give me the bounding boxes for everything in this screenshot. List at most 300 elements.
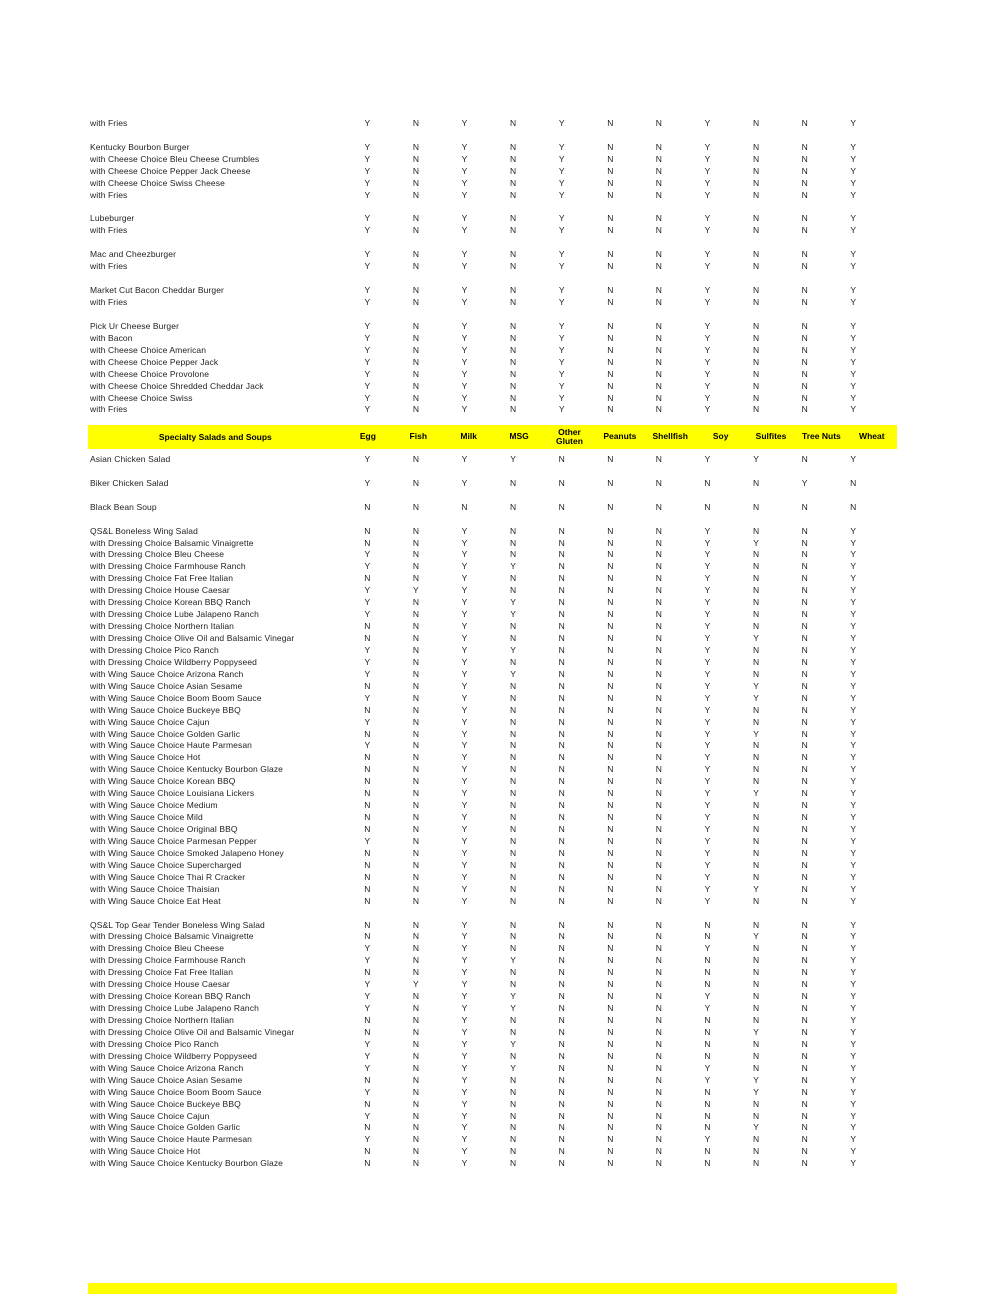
- allergen-egg-value: N: [364, 1074, 371, 1085]
- allergen-milk-value: Y: [461, 692, 468, 703]
- allergen-soy-value: Y: [704, 597, 711, 608]
- allergen-wheat-value: Y: [850, 835, 857, 846]
- menu-item-row: [88, 1133, 900, 1145]
- allergen-other-gluten-value: N: [558, 931, 565, 942]
- allergen-wheat-value: Y: [850, 656, 857, 667]
- allergen-egg-value: Y: [364, 1110, 371, 1121]
- menu-item-label: with Wing Sauce Choice Kentucky Bourbon Glaze: [90, 764, 284, 775]
- allergen-egg-value: N: [364, 788, 371, 799]
- menu-item-row: [88, 823, 900, 835]
- allergen-egg-value: Y: [364, 368, 371, 379]
- menu-item-row: [88, 224, 900, 236]
- allergen-tree-nuts-value: N: [801, 704, 808, 715]
- menu-item-label: QS&L Top Gear Tender Boneless Wing Salad: [90, 919, 265, 930]
- allergen-soy-value: N: [704, 501, 711, 512]
- menu-item-row: [88, 883, 900, 895]
- allergen-fish-value: N: [412, 776, 419, 787]
- spacer-row: [88, 513, 900, 525]
- allergen-tree-nuts-value: N: [801, 1146, 808, 1157]
- allergen-soy-value: Y: [704, 704, 711, 715]
- allergen-tree-nuts-value: N: [801, 585, 808, 596]
- allergen-egg-value: Y: [364, 380, 371, 391]
- allergen-sulfites-value: N: [752, 297, 760, 308]
- allergen-egg-value: Y: [364, 1003, 371, 1014]
- menu-item-label: with Wing Sauce Choice Haute Parmesan: [90, 740, 252, 751]
- allergen-milk-value: Y: [461, 549, 468, 560]
- allergen-peanuts-value: N: [607, 609, 614, 620]
- allergen-tree-nuts-value: N: [801, 549, 808, 560]
- allergen-shellfish-value: N: [655, 800, 662, 811]
- allergen-egg-value: Y: [364, 453, 371, 464]
- allergen-shellfish-value: N: [655, 847, 662, 858]
- allergen-sulfites-value: Y: [753, 1086, 759, 1097]
- allergen-other-gluten-value: Y: [558, 392, 565, 403]
- allergen-soy-value: Y: [704, 812, 711, 823]
- allergen-other-gluten-value: Y: [558, 344, 565, 355]
- allergen-wheat-value: Y: [850, 1003, 857, 1014]
- allergen-msg-value: N: [510, 835, 517, 846]
- allergen-egg-value: N: [364, 704, 371, 715]
- allergen-sulfites-value: Y: [753, 883, 759, 894]
- allergen-wheat-value: Y: [850, 692, 857, 703]
- allergen-egg-value: N: [364, 1158, 371, 1169]
- menu-item-label: with Wing Sauce Choice Golden Garlic: [90, 1122, 241, 1133]
- menu-item-row: [88, 1157, 900, 1169]
- allergen-shellfish-value: N: [655, 1158, 662, 1169]
- allergen-fish-value: N: [412, 525, 419, 536]
- allergen-peanuts-value: N: [607, 392, 614, 403]
- allergen-milk-value: Y: [461, 633, 468, 644]
- allergen-fish-value: N: [412, 919, 419, 930]
- allergen-tree-nuts-value: N: [801, 979, 808, 990]
- allergen-other-gluten-value: N: [558, 1122, 565, 1133]
- menu-item-label: with Cheese Choice American: [90, 344, 207, 355]
- allergen-msg-value: N: [510, 871, 517, 882]
- allergen-sulfites-value: N: [752, 871, 760, 882]
- allergen-tree-nuts-value: N: [801, 404, 808, 415]
- allergen-sulfites-value: N: [752, 704, 760, 715]
- allergen-shellfish-value: N: [655, 752, 662, 763]
- allergen-fish-value: N: [412, 501, 419, 512]
- menu-item-row: [88, 1086, 900, 1098]
- allergen-milk-value: Y: [461, 931, 468, 942]
- allergen-milk-value: Y: [461, 979, 468, 990]
- allergen-peanuts-value: N: [607, 561, 614, 572]
- allergen-sulfites-value: N: [752, 776, 760, 787]
- allergen-msg-value: N: [510, 165, 517, 176]
- allergen-shellfish-value: N: [655, 501, 662, 512]
- allergen-other-gluten-value: N: [558, 955, 565, 966]
- allergen-egg-value: Y: [364, 692, 371, 703]
- allergen-shellfish-value: N: [655, 1146, 662, 1157]
- allergen-other-gluten-value: Y: [558, 141, 565, 152]
- allergen-sulfites-value: Y: [753, 453, 759, 464]
- allergen-sulfites-value: N: [752, 332, 760, 343]
- allergen-peanuts-value: N: [607, 297, 614, 308]
- allergen-egg-value: Y: [364, 644, 371, 655]
- allergen-milk-value: Y: [461, 776, 468, 787]
- allergen-egg-value: Y: [364, 117, 371, 128]
- allergen-soy-value: Y: [704, 117, 711, 128]
- allergen-sulfites-value: N: [752, 835, 760, 846]
- allergen-milk-value: Y: [461, 117, 468, 128]
- allergen-tree-nuts-value: N: [801, 344, 808, 355]
- allergen-msg-value: N: [510, 1158, 517, 1169]
- column-header-msg: MSG: [509, 431, 529, 442]
- allergen-tree-nuts-value: N: [801, 501, 808, 512]
- menu-item-label: with Dressing Choice Balsamic Vinaigrette: [90, 537, 254, 548]
- allergen-egg-value: N: [364, 728, 371, 739]
- menu-item-row: [88, 549, 900, 561]
- menu-item-row: [88, 392, 900, 404]
- allergen-soy-value: N: [704, 931, 711, 942]
- allergen-peanuts-value: N: [607, 728, 614, 739]
- allergen-wheat-value: Y: [850, 1074, 857, 1085]
- allergen-egg-value: Y: [364, 249, 371, 260]
- allergen-soy-value: N: [704, 1026, 711, 1037]
- allergen-milk-value: Y: [461, 332, 468, 343]
- allergen-shellfish-value: N: [655, 1050, 662, 1061]
- allergen-fish-value: N: [412, 1003, 419, 1014]
- allergen-peanuts-value: N: [607, 501, 614, 512]
- allergen-msg-value: Y: [510, 561, 516, 572]
- allergen-other-gluten-value: Y: [558, 189, 565, 200]
- allergen-soy-value: Y: [704, 1062, 711, 1073]
- allergen-msg-value: N: [510, 368, 517, 379]
- allergen-milk-value: Y: [461, 812, 468, 823]
- allergen-tree-nuts-value: N: [801, 525, 808, 536]
- allergen-sulfites-value: N: [752, 764, 760, 775]
- allergen-soy-value: Y: [704, 165, 711, 176]
- allergen-sulfites-value: N: [752, 525, 760, 536]
- allergen-wheat-value: Y: [850, 404, 857, 415]
- allergen-wheat-value: Y: [850, 573, 857, 584]
- allergen-milk-value: Y: [461, 297, 468, 308]
- allergen-wheat-value: Y: [850, 320, 857, 331]
- allergen-fish-value: N: [412, 680, 419, 691]
- allergen-fish-value: N: [412, 692, 419, 703]
- menu-item-label: with Dressing Choice Korean BBQ Ranch: [90, 991, 251, 1002]
- allergen-msg-value: N: [510, 895, 517, 906]
- allergen-other-gluten-value: N: [558, 692, 565, 703]
- allergen-tree-nuts-value: N: [801, 740, 808, 751]
- allergen-shellfish-value: N: [655, 165, 662, 176]
- allergen-sulfites-value: N: [752, 1038, 760, 1049]
- menu-item-row: [88, 1110, 900, 1122]
- allergen-shellfish-value: N: [655, 1026, 662, 1037]
- menu-item-row: [88, 656, 900, 668]
- allergen-soy-value: N: [704, 1086, 711, 1097]
- allergen-peanuts-value: N: [607, 404, 614, 415]
- allergen-msg-value: N: [510, 404, 517, 415]
- allergen-wheat-value: Y: [850, 356, 857, 367]
- allergen-sulfites-value: N: [752, 549, 760, 560]
- allergen-milk-value: Y: [461, 728, 468, 739]
- allergen-tree-nuts-value: Y: [801, 477, 808, 488]
- allergen-soy-value: Y: [704, 153, 711, 164]
- allergen-sulfites-value: N: [752, 249, 760, 260]
- allergen-soy-value: Y: [704, 356, 711, 367]
- menu-item-label: with Wing Sauce Choice Kentucky Bourbon Glaze: [90, 1158, 284, 1169]
- allergen-msg-value: N: [510, 392, 517, 403]
- allergen-sulfites-value: N: [752, 1098, 760, 1109]
- allergen-wheat-value: Y: [850, 621, 857, 632]
- allergen-sulfites-value: N: [752, 740, 760, 751]
- allergen-sulfites-value: N: [752, 895, 760, 906]
- allergen-shellfish-value: N: [655, 213, 662, 224]
- allergen-wheat-value: Y: [850, 991, 857, 1002]
- allergen-other-gluten-value: Y: [558, 213, 565, 224]
- allergen-soy-value: N: [704, 1098, 711, 1109]
- allergen-tree-nuts-value: N: [801, 955, 808, 966]
- menu-item-label: with Dressing Choice Pico Ranch: [90, 644, 219, 655]
- allergen-egg-value: Y: [364, 165, 371, 176]
- allergen-sulfites-value: N: [752, 967, 760, 978]
- allergen-other-gluten-value: N: [558, 525, 565, 536]
- allergen-wheat-value: Y: [850, 609, 857, 620]
- allergen-soy-value: Y: [704, 549, 711, 560]
- allergen-peanuts-value: N: [607, 549, 614, 560]
- allergen-soy-value: Y: [704, 261, 711, 272]
- allergen-fish-value: Y: [413, 585, 419, 596]
- allergen-shellfish-value: N: [655, 1134, 662, 1145]
- allergen-wheat-value: Y: [850, 883, 857, 894]
- allergen-soy-value: Y: [704, 668, 711, 679]
- menu-item-label: with Wing Sauce Choice Thaisian: [90, 883, 220, 894]
- allergen-egg-value: N: [364, 931, 371, 942]
- allergen-sulfites-value: N: [752, 1050, 760, 1061]
- menu-item-row: [88, 1098, 900, 1110]
- allergen-shellfish-value: N: [655, 859, 662, 870]
- allergen-fish-value: Y: [413, 979, 419, 990]
- allergen-egg-value: Y: [364, 225, 371, 236]
- allergen-soy-value: Y: [704, 633, 711, 644]
- allergen-soy-value: Y: [704, 249, 711, 260]
- allergen-milk-value: Y: [461, 668, 468, 679]
- menu-item-label: Kentucky Bourbon Burger: [90, 141, 190, 152]
- allergen-milk-value: Y: [461, 752, 468, 763]
- allergen-peanuts-value: N: [607, 153, 614, 164]
- menu-item-row: [88, 895, 900, 907]
- menu-item-row: [88, 931, 900, 943]
- allergen-fish-value: N: [412, 1038, 419, 1049]
- allergen-fish-value: N: [412, 1158, 419, 1169]
- allergen-egg-value: N: [364, 883, 371, 894]
- allergen-milk-value: Y: [461, 991, 468, 1002]
- allergen-shellfish-value: N: [655, 991, 662, 1002]
- allergen-fish-value: N: [412, 453, 419, 464]
- allergen-tree-nuts-value: N: [801, 249, 808, 260]
- menu-item-row: [88, 1062, 900, 1074]
- allergen-egg-value: Y: [364, 392, 371, 403]
- allergen-tree-nuts-value: N: [801, 633, 808, 644]
- allergen-soy-value: Y: [704, 716, 711, 727]
- allergen-sulfites-value: N: [752, 824, 760, 835]
- allergen-fish-value: N: [412, 609, 419, 620]
- allergen-msg-value: N: [510, 525, 517, 536]
- menu-item-label: with Dressing Choice Northern Italian: [90, 1015, 235, 1026]
- spacer-row: [88, 465, 900, 477]
- allergen-tree-nuts-value: N: [801, 1122, 808, 1133]
- allergen-wheat-value: Y: [850, 871, 857, 882]
- allergen-fish-value: N: [412, 261, 419, 272]
- allergen-wheat-value: Y: [850, 213, 857, 224]
- menu-item-label: with Wing Sauce Choice Buckeye BBQ: [90, 704, 241, 715]
- allergen-sulfites-value: N: [752, 644, 760, 655]
- allergen-egg-value: Y: [364, 991, 371, 1002]
- menu-item-label: with Wing Sauce Choice Eat Heat: [90, 895, 221, 906]
- allergen-tree-nuts-value: N: [801, 609, 808, 620]
- allergen-other-gluten-value: N: [558, 740, 565, 751]
- allergen-fish-value: N: [412, 788, 419, 799]
- allergen-soy-value: Y: [704, 332, 711, 343]
- column-header-wheat: Wheat: [859, 431, 885, 442]
- allergen-msg-value: N: [510, 1122, 517, 1133]
- allergen-peanuts-value: N: [607, 752, 614, 763]
- allergen-fish-value: N: [412, 895, 419, 906]
- menu-item-row: [88, 1038, 900, 1050]
- allergen-fish-value: N: [412, 1086, 419, 1097]
- allergen-other-gluten-value: N: [558, 1134, 565, 1145]
- allergen-milk-value: Y: [461, 883, 468, 894]
- allergen-egg-value: N: [364, 1146, 371, 1157]
- allergen-soy-value: N: [704, 1122, 711, 1133]
- allergen-wheat-value: Y: [850, 285, 857, 296]
- allergen-wheat-value: Y: [850, 453, 857, 464]
- menu-item-row: [88, 572, 900, 584]
- allergen-other-gluten-value: Y: [558, 249, 565, 260]
- allergen-other-gluten-value: N: [558, 895, 565, 906]
- allergen-tree-nuts-value: N: [801, 332, 808, 343]
- allergen-wheat-value: Y: [850, 716, 857, 727]
- allergen-tree-nuts-value: N: [801, 285, 808, 296]
- allergen-other-gluten-value: N: [558, 788, 565, 799]
- allergen-milk-value: Y: [461, 919, 468, 930]
- allergen-other-gluten-value: Y: [558, 380, 565, 391]
- menu-item-row: [88, 763, 900, 775]
- allergen-sulfites-value: N: [752, 1158, 760, 1169]
- allergen-shellfish-value: N: [655, 1086, 662, 1097]
- menu-item-row: [88, 787, 900, 799]
- allergen-fish-value: N: [412, 153, 419, 164]
- menu-item-label: with Wing Sauce Choice Parmesan Pepper: [90, 835, 257, 846]
- allergen-other-gluten-value: N: [558, 847, 565, 858]
- allergen-sulfites-value: N: [752, 368, 760, 379]
- allergen-wheat-value: Y: [850, 368, 857, 379]
- allergen-other-gluten-value: N: [558, 1110, 565, 1121]
- menu-item-row: [88, 871, 900, 883]
- allergen-sulfites-value: Y: [753, 692, 759, 703]
- allergen-msg-value: N: [510, 788, 517, 799]
- allergen-shellfish-value: N: [655, 1110, 662, 1121]
- allergen-peanuts-value: N: [607, 320, 614, 331]
- allergen-msg-value: N: [510, 117, 517, 128]
- menu-item-row: [88, 177, 900, 189]
- allergen-peanuts-value: N: [607, 633, 614, 644]
- allergen-wheat-value: Y: [850, 1026, 857, 1037]
- allergen-tree-nuts-value: N: [801, 320, 808, 331]
- allergen-milk-value: Y: [461, 1074, 468, 1085]
- allergen-shellfish-value: N: [655, 404, 662, 415]
- allergen-milk-value: Y: [461, 368, 468, 379]
- allergen-milk-value: Y: [461, 249, 468, 260]
- allergen-tree-nuts-value: N: [801, 1050, 808, 1061]
- allergen-egg-value: Y: [364, 716, 371, 727]
- allergen-msg-value: Y: [510, 991, 516, 1002]
- allergen-msg-value: N: [510, 979, 517, 990]
- allergen-egg-value: N: [364, 501, 371, 512]
- allergen-other-gluten-value: N: [558, 967, 565, 978]
- allergen-wheat-value: Y: [850, 585, 857, 596]
- menu-item-label: with Wing Sauce Choice Smoked Jalapeno Honey: [90, 847, 284, 858]
- allergen-soy-value: N: [704, 1050, 711, 1061]
- allergen-wheat-value: Y: [850, 728, 857, 739]
- allergen-shellfish-value: N: [655, 285, 662, 296]
- allergen-peanuts-value: N: [607, 117, 614, 128]
- menu-item-row: [88, 477, 900, 489]
- allergen-milk-value: Y: [461, 847, 468, 858]
- allergen-milk-value: Y: [461, 285, 468, 296]
- menu-item-row: [88, 775, 900, 787]
- allergen-wheat-value: Y: [850, 332, 857, 343]
- allergen-other-gluten-value: N: [558, 621, 565, 632]
- allergen-sulfites-value: N: [752, 1062, 760, 1073]
- allergen-fish-value: N: [412, 800, 419, 811]
- allergen-shellfish-value: N: [655, 344, 662, 355]
- allergen-wheat-value: Y: [850, 392, 857, 403]
- allergen-sulfites-value: N: [752, 609, 760, 620]
- allergen-soy-value: Y: [704, 392, 711, 403]
- allergen-msg-value: N: [510, 177, 517, 188]
- allergen-soy-value: Y: [704, 609, 711, 620]
- allergen-tree-nuts-value: N: [801, 824, 808, 835]
- allergen-peanuts-value: N: [607, 1086, 614, 1097]
- allergen-egg-value: N: [364, 573, 371, 584]
- allergen-other-gluten-value: Y: [558, 297, 565, 308]
- menu-item-row: [88, 453, 900, 465]
- allergen-milk-value: Y: [461, 1146, 468, 1157]
- allergen-egg-value: Y: [364, 561, 371, 572]
- allergen-shellfish-value: N: [655, 1074, 662, 1085]
- allergen-soy-value: Y: [704, 824, 711, 835]
- allergen-soy-value: N: [704, 1146, 711, 1157]
- allergen-wheat-value: Y: [850, 525, 857, 536]
- allergen-other-gluten-value: N: [558, 883, 565, 894]
- allergen-fish-value: N: [412, 728, 419, 739]
- allergen-shellfish-value: N: [655, 979, 662, 990]
- allergen-other-gluten-value: Y: [558, 404, 565, 415]
- allergen-other-gluten-value: N: [558, 561, 565, 572]
- allergen-shellfish-value: N: [655, 477, 662, 488]
- allergen-wheat-value: Y: [850, 979, 857, 990]
- allergen-egg-value: Y: [364, 1134, 371, 1145]
- menu-item-label: with Cheese Choice Pepper Jack Cheese: [90, 165, 251, 176]
- menu-item-label: with Dressing Choice Olive Oil and Balsamic Vinegar: [90, 633, 295, 644]
- menu-item-row: [88, 584, 900, 596]
- allergen-soy-value: Y: [704, 621, 711, 632]
- allergen-sulfites-value: N: [752, 919, 760, 930]
- allergen-tree-nuts-value: N: [801, 967, 808, 978]
- allergen-egg-value: Y: [364, 955, 371, 966]
- allergen-shellfish-value: N: [655, 153, 662, 164]
- allergen-wheat-value: Y: [850, 668, 857, 679]
- menu-item-row: [88, 632, 900, 644]
- allergen-msg-value: N: [510, 1110, 517, 1121]
- allergen-other-gluten-value: N: [558, 573, 565, 584]
- allergen-wheat-value: Y: [850, 776, 857, 787]
- allergen-fish-value: N: [412, 668, 419, 679]
- menu-item-label: Black Bean Soup: [90, 501, 157, 512]
